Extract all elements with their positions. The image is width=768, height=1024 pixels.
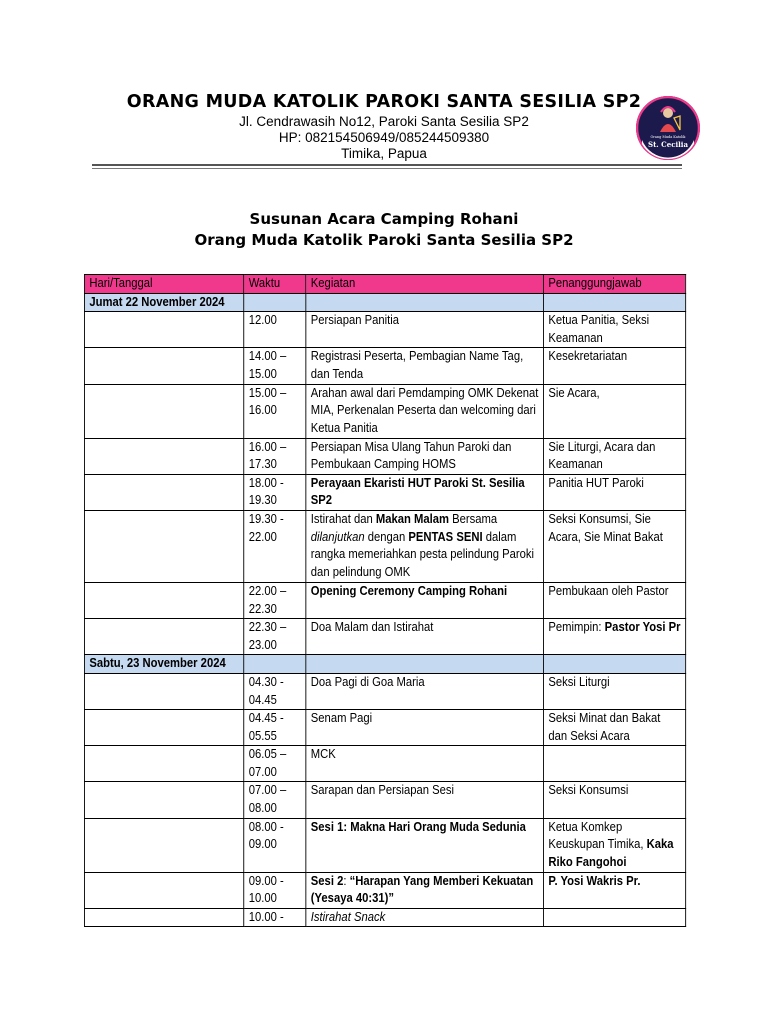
logo-text: St. Cecilia [648,140,688,149]
responsible-cell: P. Yosi Wakris Pr. [543,872,685,908]
activity-cell: Persiapan Misa Ulang Tahun Paroki dan Pembukaan Camping HOMS [306,438,544,474]
time-cell: 14.00 – 15.00 [244,348,306,384]
table-row [84,673,685,709]
responsible-cell: Panitia HUT Paroki [543,474,685,510]
table-row [84,312,685,348]
day-row-friday [84,293,685,312]
responsible-cell: Seksi Konsumsi [543,782,685,818]
activity-cell: Istirahat dan Makan Malam Bersama dilanjutkan dengan PENTAS SENI dalam rangka memeriahkan pesta pelindung Paroki dan pelindung OMK [306,510,544,582]
responsible-cell: Sie Acara, [543,384,685,438]
responsible-cell: Ketua Komkep Keuskupan Timika, Kaka Riko Fangohoi [543,818,685,872]
col-header-activity: Kegiatan [306,275,544,294]
responsible-cell: Seksi Minat dan Bakat dan Seksi Acara [543,710,685,746]
table-header-row [84,275,685,294]
responsible-cell [543,746,685,782]
time-cell: 04.30 - 04.45 [244,673,306,709]
responsible-cell [543,908,685,927]
schedule-table [84,274,686,927]
activity-cell: MCK [306,746,544,782]
doc-title-line1: Susunan Acara Camping Rohani [249,210,519,228]
time-cell: 10.00 - [244,908,306,927]
responsible-cell: Seksi Liturgi [543,673,685,709]
table-row [84,782,685,818]
table-row [84,619,685,655]
time-cell: 18.00 - 19.30 [244,474,306,510]
org-name: ORANG MUDA KATOLIK PAROKI SANTA SESILIA SP2 [126,92,642,112]
table-row [84,872,685,908]
activity-cell: Doa Pagi di Goa Maria [306,673,544,709]
activity-cell: Perayaan Ekaristi HUT Paroki St. Sesilia SP2 [306,474,544,510]
table-row [84,438,685,474]
activity-cell: Doa Malam dan Istirahat [306,619,544,655]
table-row [84,348,685,384]
time-cell: 16.00 – 17.30 [244,438,306,474]
table-row [84,474,685,510]
activity-cell: Sesi 2: “Harapan Yang Memberi Kekuatan (Yesaya 40:31)” [306,872,544,908]
time-cell: 12.00 [244,312,306,348]
day-row-saturday [84,655,685,674]
col-header-day: Hari/Tanggal [84,275,243,294]
responsible-cell: Ketua Panitia, Seksi Keamanan [543,312,685,348]
activity-cell: Senam Pagi [306,710,544,746]
activity-cell: Arahan awal dari Pemdamping OMK Dekenat MIA, Perkenalan Peserta dan welcoming dari Ketua Panitia [306,384,544,438]
activity-cell: Istirahat Snack [306,908,544,927]
table-row [84,908,685,927]
activity-cell: Persiapan Panitia [306,312,544,348]
table-row [84,510,685,582]
time-cell: 06.05 – 07.00 [244,746,306,782]
responsible-cell: Seksi Konsumsi, Sie Acara, Sie Minat Bakat [543,510,685,582]
time-cell: 19.30 - 22.00 [244,510,306,582]
org-phone: HP: 082154506949/085244509380 [278,130,490,145]
day-label: Jumat 22 November 2024 [84,293,243,312]
table-row [84,746,685,782]
responsible-cell: Sie Liturgi, Acara dan Keamanan [543,438,685,474]
responsible-cell: Pembukaan oleh Pastor [543,582,685,618]
svg-text:Orang Muda Katolik: Orang Muda Katolik [650,135,686,139]
activity-cell: Registrasi Peserta, Pembagian Name Tag, dan Tenda [306,348,544,384]
col-header-time: Waktu [244,275,306,294]
table-row [84,818,685,872]
doc-title-line2: Orang Muda Katolik Paroki Santa Sesilia SP2 [194,231,574,249]
time-cell: 08.00 - 09.00 [244,818,306,872]
time-cell: 09.00 - 10.00 [244,872,306,908]
col-header-responsible: Penanggungjawab [543,275,685,294]
responsible-cell: Kesekretariatan [543,348,685,384]
day-label: Sabtu, 23 November 2024 [84,655,243,674]
org-address: Jl. Cendrawasih No12, Paroki Santa Sesilia SP2 [239,114,529,129]
time-cell: 04.45 - 05.55 [244,710,306,746]
org-city: Timika, Papua [341,146,427,161]
time-cell: 07.00 – 08.00 [244,782,306,818]
header-rule-thin [92,168,682,169]
table-row [84,384,685,438]
header-rule [92,164,682,166]
activity-cell: Sesi 1: Makna Hari Orang Muda Sedunia [306,818,544,872]
responsible-cell: Pemimpin: Pastor Yosi Pr [543,619,685,655]
time-cell: 22.30 – 23.00 [244,619,306,655]
table-row [84,710,685,746]
activity-cell: Sarapan dan Persiapan Sesi [306,782,544,818]
saint-cecilia-logo-icon [636,96,700,160]
time-cell: 22.00 – 22.30 [244,582,306,618]
activity-cell: Opening Ceremony Camping Rohani [306,582,544,618]
table-row [84,582,685,618]
time-cell: 15.00 – 16.00 [244,384,306,438]
